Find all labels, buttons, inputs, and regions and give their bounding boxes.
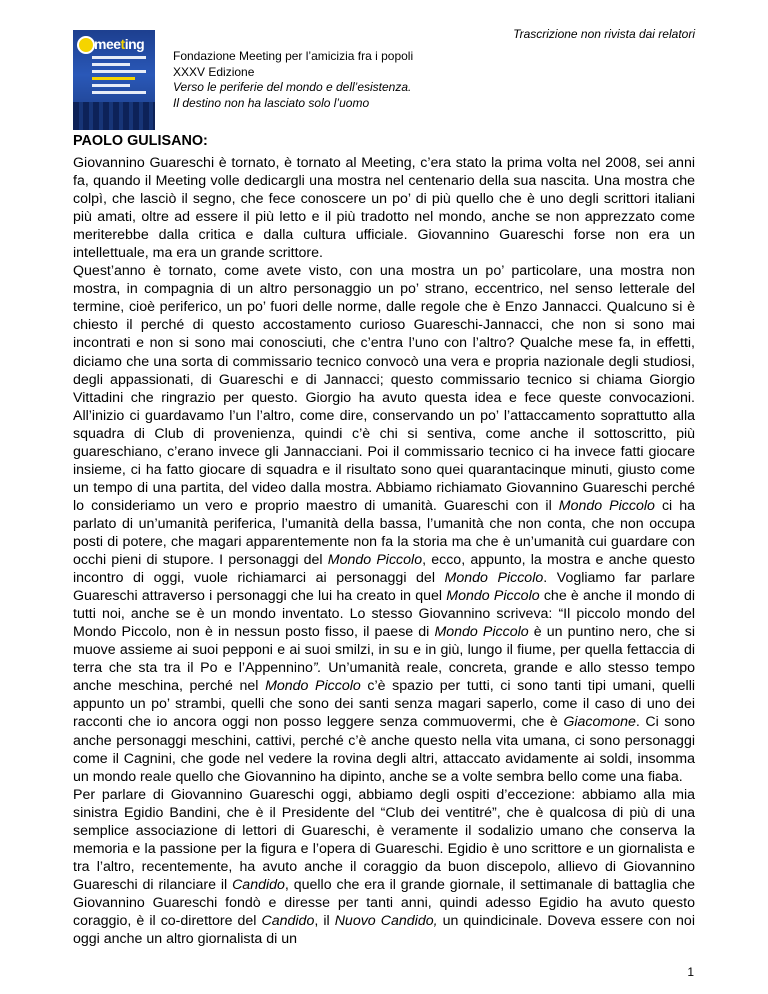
italic-title: Mondo Piccolo <box>434 624 529 641</box>
italic-title: Mondo Piccolo <box>444 570 544 587</box>
logo-brand: meeting <box>94 36 145 52</box>
header-note: Trascrizione non rivista dai relatori <box>513 27 695 41</box>
italic-title: Candido <box>232 876 285 893</box>
logo-text-lines <box>92 56 146 98</box>
italic-title: Mondo Piccolo <box>265 678 361 695</box>
italic-title: Candido <box>261 912 315 929</box>
page-number: 1 <box>687 965 694 979</box>
event-theme: Verso le periferie del mondo e dell’esistenza. <box>173 80 412 94</box>
logo-cityscape-icon <box>73 102 155 130</box>
event-info <box>173 49 413 111</box>
logo-ring-icon <box>77 36 95 54</box>
italic-title: ”. <box>312 660 322 677</box>
italic-title: Mondo Piccolo <box>327 552 423 569</box>
event-edition: XXXV Edizione <box>173 64 255 79</box>
transcript-paragraph: Per parlare di Giovannino Guareschi oggi, abbiamo degli ospiti d’eccezione: abbiamo alla mia sinistra Egidio Bandini, che è il Presidente del “Club dei ventitré”, che è qualcosa di più di una semplice associazione di lettori di Guareschi, è veramente il sodalizio umano che conserva la memoria e la passione per la figura e l’opera di Guareschi. Egidio è uno scrittore e un giornalista e tra l’altro, recentemente, ha avuto anche il coraggio da buon discepolo, allievo di Giovannino Guareschi di rilanciare il Candido, quello che era il grande giornale, il settimanale di battaglia che Giovannino Guareschi fondò e diresse per tanti anni, quindi adesso Egidio ha avuto questo coraggio, è il co-direttore del Candido, il Nuovo Candido, un quindicinale. Doveva essere con noi oggi anche un altro giornalista di un <box>73 786 695 948</box>
italic-title: Mondo Piccolo <box>446 588 540 605</box>
italic-title: Nuovo Candido, <box>334 912 438 929</box>
speaker-name: PAOLO GULISANO: <box>73 133 208 149</box>
transcript-paragraph: Giovannino Guareschi è tornato, è tornato al Meeting, c’era stato la prima volta nel 2008, sei anni fa, quando il Meeting volle dedicargli una mostra nel centenario della sua nascita. Una mostra che colpì, che lasciò il segno, che fece conoscere un po’ di più quello che è uno degli scrittori italiani più amati, oltre ad essere il più letto e il più tradotto nel mondo, anche se non apprezzato come meriterebbe dalla critica e dalla cultura ufficiale. Giovannino Guareschi forse non era un intellettuale, ma era un grande scrittore. <box>73 155 695 262</box>
transcript-body <box>73 154 695 948</box>
meeting-logo <box>73 30 155 130</box>
transcript-paragraph: Quest’anno è tornato, come avete visto, con una mostra un po’ particolare, una mostra non mostra, in compagnia di un altro personaggio un po’ strano, eccentrico, nel senso letterale del termine, cioè periferico, un po’ fuori delle norme, dalle regole che è Enzo Jannacci. Qualcuno si è chiesto il perché di questo accostamento curioso Guareschi-Jannacci, che non si sono mai incontrati e non si sono mai conosciuti, che c’entra l’uno con l’altro? Qualche mese fa, in effetti, diciamo che una sorta di commissario tecnico convocò una vera e propria nazionale degli studiosi, degli appassionati, di Guareschi e di Jannacci; questo commissario tecnico si chiama Giorgio Vittadini che ringrazio per questo. Giorgio ha avuto questa idea e fece queste convocazioni. All’inizio ci guardavamo l’un l’altro, come dire, conservando un po’ l’attaccamento soprattutto alla squadra di Club di provenienza, quindi c’è chi si sentiva, come anche il sottoscritto, più guareschiano, c’erano invece gli Jannacciani. Poi il commissario tecnico ci ha invece fatti giocare insieme, ci ha fatto giocare di squadra e il risultato sono quei quarantacinque minuti, giusto come un tempo di una partita, del video dalla mostra. Abbiamo richiamato Giovannino Guareschi perché lo consideriamo un vero e proprio maestro di umanità. Guareschi con il Mondo Piccolo ci ha parlato di un’umanità periferica, l’umanità della bassa, l’umanità che non conta, che non occupa posti di potere, che magari apparentemente non fa la storia ma che è un’umanità cui guardare con occhi pieni di stupore. I personaggi del Mondo Piccolo, ecco, appunto, la mostra e anche questo incontro di oggi, vuole richiamarci ai personaggi del Mondo Piccolo. Vogliamo far parlare Guareschi attraverso i personaggi che lui ha creato in quel Mondo Piccolo che è anche il mondo di tutti noi, anche se è un mondo inventato. Lo stesso Giovannino scriveva: “Il piccolo mondo del Mondo Piccolo, non è in nessun posto fisso, il paese di Mondo Piccolo è un puntino nero, che si muove assieme ai suoi pepponi e ai suoi smilzi, in su e in giù, lungo il fiume, per quella fettaccia di terra che sta tra il Po e l’Appennino”. Un’umanità reale, concreta, grande e allo stesso tempo anche meschina, perché nel Mondo Piccolo c’è spazio per tutti, ci sono tanti tipi umani, quelli appunto un po’ strambi, quelli che sono dei santi senza magari saperlo, come il caso di uno dei racconti che io ancora oggi non posso leggere senza commuovermi, che è Giacomone. Ci sono anche personaggi meschini, cattivi, perché c’è anche questo nella vita umana, ci sono personaggi come il Cagnini, che gode nel vedere la rovina degli altri, attaccato avidamente ai soldi, insomma un mondo reale quello che Giovannino ha dipinto, anche se a volte sembra bello come una fiaba. <box>73 263 696 785</box>
italic-title: Mondo Piccolo <box>558 497 655 514</box>
italic-title: Giacomone <box>563 714 636 731</box>
event-subtitle: Il destino non ha lasciato solo l’uomo <box>173 95 370 110</box>
event-organization: Fondazione Meeting per l’amicizia fra i popoli <box>173 49 414 63</box>
